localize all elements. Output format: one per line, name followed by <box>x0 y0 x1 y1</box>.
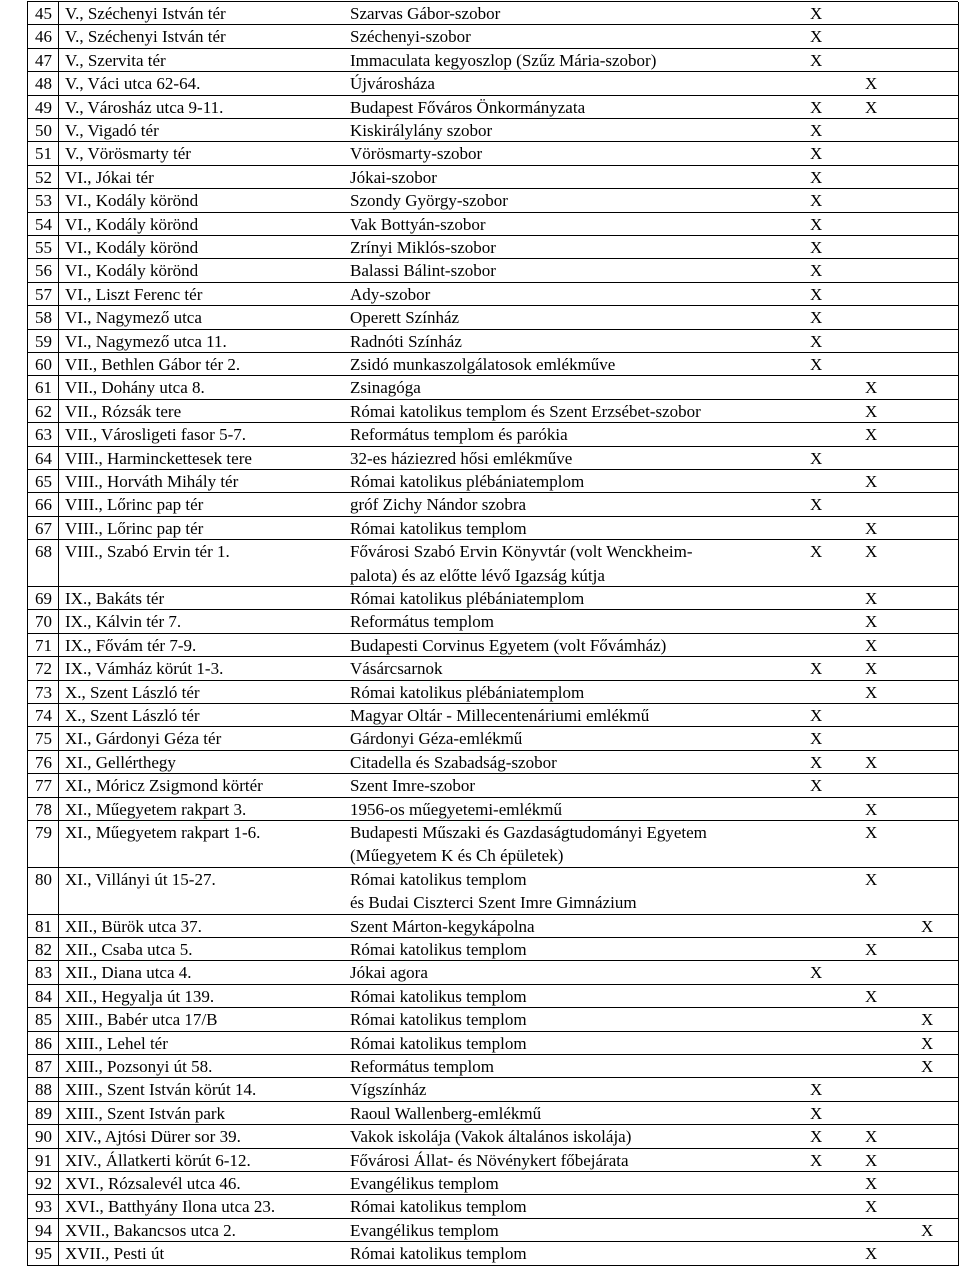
row-address: VIII., Harminckettesek tere <box>65 448 252 468</box>
table-row <box>0 657 960 680</box>
column-divider <box>958 2 959 1266</box>
row-site-name: Kiskirálylány szobor <box>350 121 493 140</box>
row-mark-2: X <box>865 542 878 562</box>
row-address: XIII., Szent István körút 14. <box>65 1080 257 1100</box>
row-site-name: Magyar Oltár - Millecentenáriumi emlékmű <box>350 706 650 725</box>
row-site-name: Vörösmarty-szobor <box>350 144 483 164</box>
row-number: 82 <box>35 940 52 959</box>
row-site-name: Raoul Wallenberg-emlékmű <box>350 1103 542 1123</box>
row-site-name: Református templom <box>350 1057 495 1076</box>
row-address: X., Szent László tér <box>65 682 200 702</box>
row-address: VI., Kodály körönd <box>65 214 199 234</box>
row-site-name: Evangélikus templom <box>350 1220 499 1240</box>
row-address: XI., Gellérthegy <box>65 752 176 772</box>
row-site-name: Római katolikus plébániatemplom <box>350 589 585 608</box>
row-number: 80 <box>35 869 52 889</box>
column-divider <box>27 2 28 1266</box>
table-row <box>0 72 960 95</box>
row-address: V., Vigadó tér <box>65 121 159 140</box>
row-site-name: palota) és az előtte lévő Igazság kútja <box>350 565 605 585</box>
row-address: X., Szent László tér <box>65 706 200 725</box>
row-address: VI., Kodály körönd <box>65 238 199 257</box>
row-number: 66 <box>35 495 52 515</box>
row-number: 50 <box>35 121 52 140</box>
row-mark-2: X <box>865 659 878 679</box>
row-address: IX., Fővám tér 7-9. <box>65 635 197 655</box>
row-site-name: Radnóti Színház <box>350 331 462 351</box>
row-mark-1: X <box>810 752 823 772</box>
table-row <box>0 400 960 423</box>
row-number: 88 <box>35 1080 52 1100</box>
row-number: 65 <box>35 472 52 491</box>
row-address: IX., Kálvin tér 7. <box>65 612 182 632</box>
table-row <box>0 470 960 493</box>
row-number: 61 <box>35 378 52 398</box>
row-address: XIV., Állatkerti körút 6-12. <box>65 1150 251 1170</box>
table-row <box>0 961 960 984</box>
row-number: 69 <box>35 589 52 608</box>
row-mark-1: X <box>810 355 823 374</box>
row-number: 71 <box>35 635 52 655</box>
row-address: VIII., Horváth Mihály tér <box>65 472 239 491</box>
row-site-name: Vígszínház <box>350 1080 427 1100</box>
row-site-name: Római katolikus templom <box>350 1010 527 1030</box>
row-mark-1: X <box>810 963 823 983</box>
row-site-name: Jókai agora <box>350 963 428 983</box>
table-row <box>0 798 960 821</box>
row-number: 70 <box>35 612 52 632</box>
table-row <box>0 353 960 376</box>
table-row <box>0 142 960 165</box>
table-row <box>0 376 960 399</box>
row-address: VII., Városligeti fasor 5-7. <box>65 425 246 445</box>
row-mark-1: X <box>810 97 823 117</box>
row-mark-2: X <box>865 401 878 421</box>
row-mark-2: X <box>865 940 878 959</box>
column-divider <box>58 2 59 1266</box>
row-number: 63 <box>35 425 52 445</box>
row-site-name: Római katolikus templom <box>350 1244 527 1264</box>
row-number: 51 <box>35 144 52 164</box>
row-mark-1: X <box>810 191 823 211</box>
row-mark-2: X <box>865 986 878 1006</box>
row-address: XVII., Bakancsos utca 2. <box>65 1220 236 1240</box>
row-number: 92 <box>35 1174 52 1193</box>
row-site-name: Vakok iskolája (Vakok általános iskolája) <box>350 1127 632 1147</box>
row-address: V., Városház utca 9-11. <box>65 97 224 117</box>
row-site-name: Római katolikus plébániatemplom <box>350 472 585 491</box>
row-address: XII., Diana utca 4. <box>65 963 192 983</box>
row-address: XI., Műegyetem rakpart 3. <box>65 799 247 819</box>
table-row <box>0 96 960 119</box>
row-mark-1: X <box>810 284 823 304</box>
row-number: 89 <box>35 1103 52 1123</box>
row-mark-1: X <box>810 50 823 70</box>
row-mark-2: X <box>865 869 878 889</box>
row-mark-1: X <box>810 261 823 281</box>
table-row <box>0 610 960 633</box>
table-row <box>0 1149 960 1172</box>
row-number: 64 <box>35 448 52 468</box>
row-site-name: Római katolikus templom <box>350 986 527 1006</box>
row-address: V., Széchenyi István tér <box>65 27 226 47</box>
table-row <box>0 1008 960 1031</box>
row-address: VII., Rózsák tere <box>65 401 182 421</box>
row-number: 68 <box>35 542 52 562</box>
table-row <box>0 447 960 470</box>
row-number: 54 <box>35 214 52 234</box>
row-mark-3: X <box>921 1033 934 1053</box>
row-mark-2: X <box>865 378 878 398</box>
row-mark-1: X <box>810 776 823 796</box>
row-number: 90 <box>35 1127 52 1147</box>
row-mark-3: X <box>921 1010 934 1030</box>
table-row <box>0 1125 960 1148</box>
row-address: XIII., Szent István park <box>65 1103 226 1123</box>
row-mark-2: X <box>865 1197 878 1217</box>
row-site-name: Ady-szobor <box>350 284 431 304</box>
row-address: VII., Bethlen Gábor tér 2. <box>65 355 241 374</box>
row-number: 94 <box>35 1220 52 1240</box>
row-mark-1: X <box>810 238 823 257</box>
row-mark-2: X <box>865 635 878 655</box>
row-site-name: Citadella és Szabadság-szobor <box>350 752 557 772</box>
row-address: V., Szervita tér <box>65 50 166 70</box>
row-mark-1: X <box>810 167 823 187</box>
row-address: XIV., Ajtósi Dürer sor 39. <box>65 1127 241 1147</box>
row-site-name: Zsinagóga <box>350 378 421 398</box>
row-number: 49 <box>35 97 52 117</box>
row-address: XI., Műegyetem rakpart 1-6. <box>65 823 261 842</box>
table-row <box>0 189 960 212</box>
row-address: IX., Bakáts tér <box>65 589 165 608</box>
row-number: 56 <box>35 261 52 281</box>
row-number: 58 <box>35 308 52 328</box>
row-mark-1: X <box>810 1150 823 1170</box>
row-site-name: Budapest Főváros Önkormányzata <box>350 97 586 117</box>
row-mark-2: X <box>865 589 878 608</box>
table-row <box>0 1195 960 1218</box>
row-mark-2: X <box>865 1244 878 1264</box>
row-number: 46 <box>35 27 52 47</box>
row-number: 74 <box>35 706 52 725</box>
table-row <box>0 1242 960 1265</box>
row-number: 78 <box>35 799 52 819</box>
row-mark-1: X <box>810 495 823 515</box>
row-site-name: Szent Imre-szobor <box>350 776 476 796</box>
table-row <box>0 821 960 868</box>
row-mark-1: X <box>810 308 823 328</box>
row-mark-1: X <box>810 331 823 351</box>
row-number: 60 <box>35 355 52 374</box>
row-address: XIII., Pozsonyi út 58. <box>65 1057 213 1076</box>
row-site-name: 32-es háziezred hősi emlékműve <box>350 448 573 468</box>
row-mark-2: X <box>865 612 878 632</box>
table-row <box>0 493 960 516</box>
row-site-name: Széchenyi-szobor <box>350 27 471 47</box>
row-mark-2: X <box>865 518 878 538</box>
table-row <box>0 681 960 704</box>
row-address: VIII., Szabó Ervin tér 1. <box>65 542 230 562</box>
table-row <box>0 517 960 540</box>
row-address: XVI., Rózsalevél utca 46. <box>65 1174 241 1193</box>
row-site-name: (Műegyetem K és Ch épületek) <box>350 846 564 866</box>
row-site-name: Gárdonyi Géza-emlékmű <box>350 729 523 749</box>
row-address: XI., Gárdonyi Géza tér <box>65 729 222 749</box>
row-mark-1: X <box>810 448 823 468</box>
row-mark-1: X <box>810 706 823 725</box>
table-row <box>0 774 960 797</box>
row-mark-1: X <box>810 214 823 234</box>
row-number: 62 <box>35 401 52 421</box>
row-site-name: Római katolikus templom <box>350 518 527 538</box>
table-row <box>0 1032 960 1055</box>
table-row <box>0 166 960 189</box>
row-address: VI., Jókai tér <box>65 167 154 187</box>
row-site-name: Balassi Bálint-szobor <box>350 261 496 281</box>
row-number: 79 <box>35 823 52 842</box>
table-row <box>0 259 960 282</box>
table-row <box>0 2 960 25</box>
table-row <box>0 25 960 48</box>
row-address: XII., Hegyalja út 139. <box>65 986 215 1006</box>
row-mark-3: X <box>921 916 934 936</box>
row-number: 59 <box>35 331 52 351</box>
row-site-name: Vak Bottyán-szobor <box>350 214 486 234</box>
row-site-name: Római katolikus templom <box>350 1033 527 1053</box>
row-number: 67 <box>35 518 52 538</box>
row-site-name: Szarvas Gábor-szobor <box>350 4 501 23</box>
row-mark-1: X <box>810 121 823 140</box>
row-address: XVI., Batthyány Ilona utca 23. <box>65 1197 276 1217</box>
table-row <box>0 1102 960 1125</box>
row-number: 57 <box>35 284 52 304</box>
row-number: 84 <box>35 986 52 1006</box>
row-address: XII., Bürök utca 37. <box>65 916 202 936</box>
row-site-name: Budapesti Corvinus Egyetem (volt Fővámház) <box>350 635 667 655</box>
row-mark-2: X <box>865 682 878 702</box>
row-mark-2: X <box>865 74 878 94</box>
row-site-name: Operett Színház <box>350 308 460 328</box>
row-site-name: Evangélikus templom <box>350 1174 499 1193</box>
row-mark-1: X <box>810 542 823 562</box>
row-number: 87 <box>35 1057 52 1076</box>
row-number: 85 <box>35 1010 52 1030</box>
row-mark-2: X <box>865 1150 878 1170</box>
row-mark-1: X <box>810 4 823 23</box>
row-site-name: Jókai-szobor <box>350 167 437 187</box>
row-site-name: Zsidó munkaszolgálatosok emlékműve <box>350 355 616 374</box>
row-number: 48 <box>35 74 52 94</box>
row-number: 83 <box>35 963 52 983</box>
table-row <box>0 540 960 587</box>
table-row <box>0 423 960 446</box>
row-address: V., Széchenyi István tér <box>65 4 226 23</box>
table-row <box>0 330 960 353</box>
row-mark-2: X <box>865 1174 878 1193</box>
row-number: 52 <box>35 167 52 187</box>
table-row <box>0 1055 960 1078</box>
row-site-name: és Budai Ciszterci Szent Imre Gimnázium <box>350 893 637 913</box>
row-mark-1: X <box>810 659 823 679</box>
table-row <box>0 868 960 915</box>
row-site-name: Református templom <box>350 612 495 632</box>
row-mark-2: X <box>865 425 878 445</box>
row-site-name: 1956-os műegyetemi-emlékmű <box>350 799 562 819</box>
table-row <box>0 1078 960 1101</box>
row-address: XI., Móricz Zsigmond körtér <box>65 776 263 796</box>
row-number: 86 <box>35 1033 52 1053</box>
table-row <box>0 938 960 961</box>
row-address: VII., Dohány utca 8. <box>65 378 205 398</box>
row-address: VI., Liszt Ferenc tér <box>65 284 203 304</box>
row-address: VI., Nagymező utca <box>65 308 202 328</box>
table-row <box>0 306 960 329</box>
row-address: V., Vörösmarty tér <box>65 144 191 164</box>
row-address: VIII., Lőrinc pap tér <box>65 495 204 515</box>
row-number: 45 <box>35 4 52 23</box>
row-address: XII., Csaba utca 5. <box>65 940 193 959</box>
row-mark-1: X <box>810 144 823 164</box>
row-site-name: Római katolikus templom <box>350 1197 527 1217</box>
row-mark-1: X <box>810 1103 823 1123</box>
table-row <box>0 915 960 938</box>
row-number: 81 <box>35 916 52 936</box>
row-mark-1: X <box>810 1127 823 1147</box>
row-mark-2: X <box>865 1127 878 1147</box>
row-address: V., Váci utca 62-64. <box>65 74 201 94</box>
row-number: 53 <box>35 191 52 211</box>
row-address: VI., Kodály körönd <box>65 191 199 211</box>
row-mark-1: X <box>810 27 823 47</box>
table-row <box>0 727 960 750</box>
table-top-border <box>27 1 958 2</box>
row-site-name: Fővárosi Szabó Ervin Könyvtár (volt Wenckheim- <box>350 542 693 562</box>
table-row <box>0 49 960 72</box>
table-row <box>0 751 960 774</box>
row-site-name: Szent Márton-kegykápolna <box>350 916 535 936</box>
table-row <box>0 704 960 727</box>
row-number: 75 <box>35 729 52 749</box>
row-number: 77 <box>35 776 52 796</box>
row-address: XI., Villányi út 15-27. <box>65 869 216 889</box>
row-mark-3: X <box>921 1220 934 1240</box>
row-site-name: Fővárosi Állat- és Növénykert főbejárata <box>350 1150 629 1170</box>
row-site-name: Immaculata kegyoszlop (Szűz Mária-szobor) <box>350 50 657 70</box>
row-mark-2: X <box>865 752 878 772</box>
table-row <box>0 1172 960 1195</box>
row-site-name: Római katolikus templom <box>350 940 527 959</box>
row-site-name: Újvárosháza <box>350 74 435 94</box>
row-mark-2: X <box>865 823 878 842</box>
row-site-name: Szondy György-szobor <box>350 191 508 211</box>
table-row <box>0 587 960 610</box>
row-address: VI., Nagymező utca 11. <box>65 331 227 351</box>
row-mark-1: X <box>810 729 823 749</box>
table-row <box>0 236 960 259</box>
table-row <box>0 213 960 236</box>
row-number: 93 <box>35 1197 52 1217</box>
row-site-name: gróf Zichy Nándor szobra <box>350 495 527 515</box>
table-row <box>0 119 960 142</box>
table-row <box>0 634 960 657</box>
row-site-name: Zrínyi Miklós-szobor <box>350 238 496 257</box>
row-number: 47 <box>35 50 52 70</box>
row-number: 73 <box>35 682 52 702</box>
row-site-name: Budapesti Műszaki és Gazdaságtudományi Egyetem <box>350 823 707 842</box>
row-number: 95 <box>35 1244 52 1264</box>
row-mark-2: X <box>865 97 878 117</box>
row-mark-1: X <box>810 1080 823 1100</box>
row-site-name: Református templom és parókia <box>350 425 568 445</box>
row-site-name: Római katolikus templom <box>350 869 527 889</box>
row-number: 91 <box>35 1150 52 1170</box>
row-site-name: Római katolikus plébániatemplom <box>350 682 585 702</box>
row-mark-2: X <box>865 472 878 491</box>
row-number: 72 <box>35 659 52 679</box>
row-site-name: Vásárcsarnok <box>350 659 443 679</box>
row-address: XIII., Babér utca 17/B <box>65 1010 218 1030</box>
table-row <box>0 1219 960 1242</box>
row-mark-3: X <box>921 1057 934 1076</box>
row-site-name: Római katolikus templom és Szent Erzsébet-szobor <box>350 401 701 421</box>
row-mark-2: X <box>865 799 878 819</box>
row-address: VI., Kodály körönd <box>65 261 199 281</box>
row-address: XVII., Pesti út <box>65 1244 165 1264</box>
row-address: IX., Vámház körút 1-3. <box>65 659 224 679</box>
table-row <box>0 985 960 1008</box>
row-number: 55 <box>35 238 52 257</box>
table-row <box>0 283 960 306</box>
row-divider <box>27 1265 958 1266</box>
row-number: 76 <box>35 752 52 772</box>
row-address: VIII., Lőrinc pap tér <box>65 518 204 538</box>
row-address: XIII., Lehel tér <box>65 1033 168 1053</box>
